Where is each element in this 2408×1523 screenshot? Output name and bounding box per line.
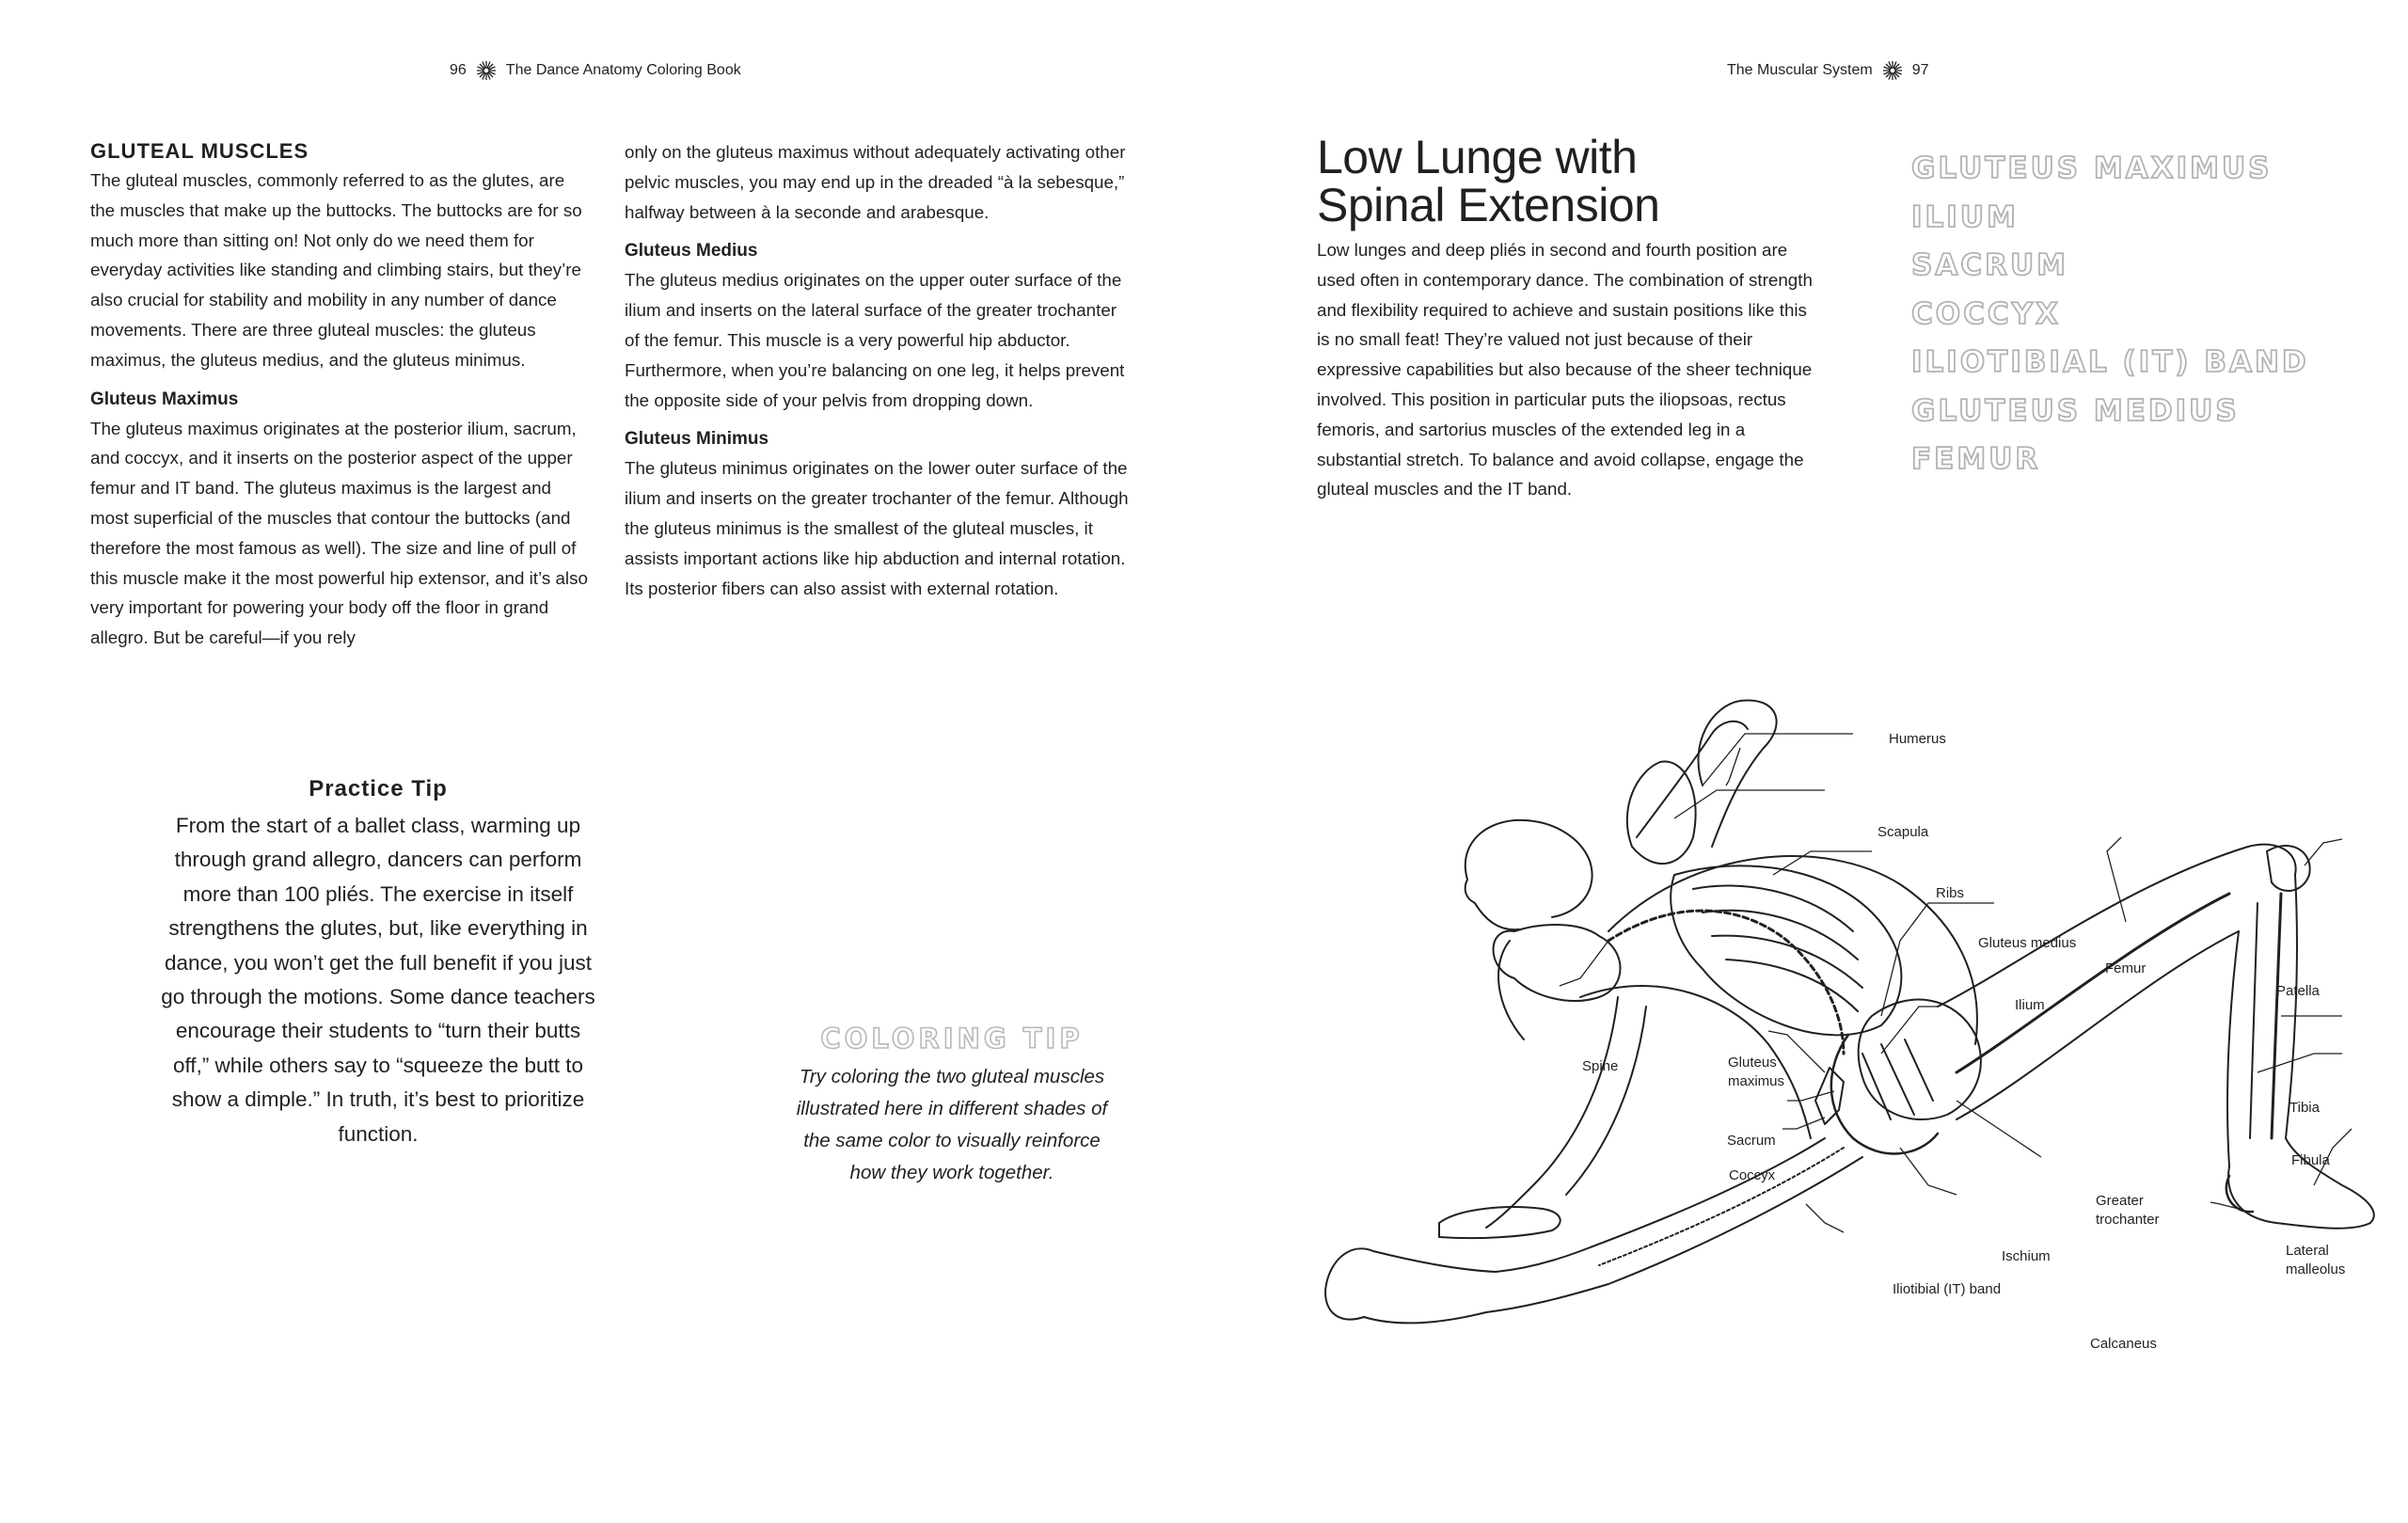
coloring-tip-text: Try coloring the two gluteal muscles illustrated here in different shades of the same color to visually reinforce how they work together. <box>796 1066 1108 1183</box>
hair-bun <box>1494 925 1621 1001</box>
raised-arm-inner <box>1637 722 1748 837</box>
muscle-coloring-list <box>1911 145 2309 484</box>
label-lateral-malleolus-1: Lateral <box>2286 1243 2329 1259</box>
coloring-tip-title: COLORING TIP <box>820 1023 1084 1055</box>
right-running-head <box>1727 60 1929 81</box>
label-gluteus-maximus-1: Gluteus <box>1728 1055 1777 1071</box>
back-thigh-bottom <box>1486 1157 1862 1312</box>
sunburst-icon <box>1882 60 1903 81</box>
sunburst-icon <box>476 60 497 81</box>
pose-title <box>1317 131 1660 231</box>
label-calcaneus: Calcaneus <box>2090 1336 2157 1352</box>
hand <box>1439 1207 1560 1238</box>
label-it-band: Iliotibial (IT) band <box>1893 1281 2002 1297</box>
front-thigh-bottom <box>1956 931 2239 1119</box>
scapula-shape <box>1627 762 1696 865</box>
support-arm <box>1486 997 1618 1228</box>
low-lunge-skeleton-illustration <box>1298 696 2408 1411</box>
book-title: The Dance Anatomy Coloring Book <box>505 62 741 78</box>
practice-tip <box>160 773 596 1151</box>
pose-title-line-1: Low Lunge with <box>1317 131 1638 183</box>
muscle-list-item: GLUTEUS MEDIUS <box>1911 393 2240 428</box>
front-thigh-top <box>1938 845 2296 1007</box>
muscle-list-item: FEMUR <box>1911 442 2041 476</box>
gluteus-minimus-text: The gluteus minimus originates on the lower outer surface of the ilium and inserts on the greater trochanter of the femur. Although the gluteus minimus is the smallest of the gluteal muscles, it assists important actions like hip abduction and internal rotation. Its posterior fibers can also assist with external rotation. <box>625 458 1129 598</box>
ribcage-outline <box>1671 865 1901 1035</box>
gluteus-maximus-heading: Gluteus Maximus <box>90 389 239 409</box>
back-shin <box>1364 1251 1496 1323</box>
label-sacrum: Sacrum <box>1727 1133 1776 1149</box>
label-patella: Patella <box>2276 983 2320 999</box>
face-profile <box>1465 880 1519 929</box>
it-band <box>1599 1148 1844 1265</box>
coloring-tip <box>792 1020 1112 1189</box>
label-ilium: Ilium <box>2015 997 2045 1013</box>
gluteus-minimus-heading: Gluteus Minimus <box>625 429 769 450</box>
intro-paragraph: The gluteal muscles, commonly referred to as the glutes, are the muscles that make up the buttocks. The buttocks are for so much more than sitting on! Not only do we need them for everyday activities like standing and climbing stairs, but they’re also crucial for stability and mobility in any number of dance movements. There are three gluteal muscles: the gluteus maximus, the gluteus medius, and the gluteus minimus. <box>90 170 582 370</box>
back-thigh-top <box>1496 1138 1825 1272</box>
label-gluteus-maximus-2: maximus <box>1728 1073 1785 1089</box>
pose-text: Low lunges and deep pliés in second and fourth position are used often in contemporary dance. The combination of strength and flexibility required to achieve and sustain positions like this is no small feat! They’re valued not just because of their expressive capabilities but also because of the sheer technique involved. This position in particular puts the iliopsoas, rectus femoris, and sartorius muscles of the extended leg in a substantial stretch. To balance and avoid collapse, engage the gluteal muscles and the IT band. <box>1317 240 1813 500</box>
label-ischium: Ischium <box>2002 1248 2051 1264</box>
head-outline <box>1465 820 1592 917</box>
gluteus-medius-text: The gluteus medius originates on the upper outer surface of the ilium and inserts on the lateral surface of the greater trochanter of the femur. This muscle is a very powerful hip abductor. Furthermore, when you’re balancing on one leg, it helps prevent the opposite side of your pelvis from dropping down. <box>625 270 1125 410</box>
hair-strand <box>1498 941 1524 1039</box>
label-scapula: Scapula <box>1877 824 1929 840</box>
label-humerus: Humerus <box>1889 731 1946 747</box>
muscle-list-item: ILIUM <box>1911 199 2019 234</box>
muscle-list-item: SACRUM <box>1911 248 2068 282</box>
label-fibula: Fibula <box>2291 1152 2330 1168</box>
label-tibia: Tibia <box>2289 1100 2320 1116</box>
label-spine: Spine <box>1582 1058 1619 1074</box>
gluteus-maximus-text: The gluteus maximus originates at the posterior ilium, sacrum, and coccyx, and it inserts on the posterior aspect of the upper femur and IT band. The gluteus maximus is the largest and most superficial of the muscles that contour the buttocks (and therefore the most famous as well). The size and line of pull of this muscle make it the most powerful hip extensor, and it’s also very important for powering your body off the floor in grand allegro. But be careful—if you rely <box>90 418 588 648</box>
left-page-number: 96 <box>450 62 467 78</box>
chapter-title: The Muscular System <box>1727 62 1873 78</box>
label-lateral-malleolus-2: malleolus <box>2286 1261 2346 1277</box>
front-shin-back <box>2227 931 2239 1166</box>
pose-title-line-2: Spinal Extension <box>1317 179 1660 231</box>
label-greater-trochanter-2: trochanter <box>2096 1212 2160 1228</box>
label-coccyx: Coccyx <box>1729 1167 1776 1183</box>
label-greater-trochanter-1: Greater <box>2096 1193 2144 1209</box>
practice-tip-text: From the start of a ballet class, warming up through grand allegro, dancers can perform more than 100 pliés. The exercise in itself strengthens the glutes, but, like everything in dance, you won’t get the full benefit if you just go through the motions. Some dance teachers encourage their students to “turn their butts off,” while others say to “squeeze the butt to show a dimple.” In truth, it’s best to prioritize function. <box>161 814 595 1146</box>
fibula-bone <box>2250 903 2258 1138</box>
back-foot <box>1325 1248 1373 1319</box>
muscle-list-item: COCCYX <box>1911 296 2061 331</box>
left-running-head <box>450 60 741 81</box>
muscle-list-item: ILIOTIBIAL (IT) BAND <box>1911 345 2309 379</box>
femur-bone <box>1956 894 2229 1072</box>
pose-description <box>1317 235 1815 504</box>
right-page-number: 97 <box>1911 62 1929 78</box>
label-femur: Femur <box>2105 960 2147 976</box>
label-gluteus-medius: Gluteus medius <box>1978 935 2077 951</box>
gluteus-maximus-continued: only on the gluteus maximus without adequately activating other pelvic muscles, you may end up in the dreaded “à la sebesque,” halfway between à la seconde and arabesque. <box>625 142 1126 222</box>
pelvis-ilium <box>1859 1000 1981 1119</box>
left-column-2 <box>625 137 1133 603</box>
muscle-list-item: GLUTEUS MAXIMUS <box>1911 151 2273 185</box>
practice-tip-title: Practice Tip <box>309 776 448 801</box>
torso-back <box>1608 856 1977 1044</box>
section-title: GLUTEAL MUSCLES <box>90 139 309 163</box>
label-ribs: Ribs <box>1936 885 1965 901</box>
gluteus-medius-heading: Gluteus Medius <box>625 241 758 262</box>
left-column-1 <box>90 137 593 653</box>
tibia-bone <box>2272 894 2281 1138</box>
